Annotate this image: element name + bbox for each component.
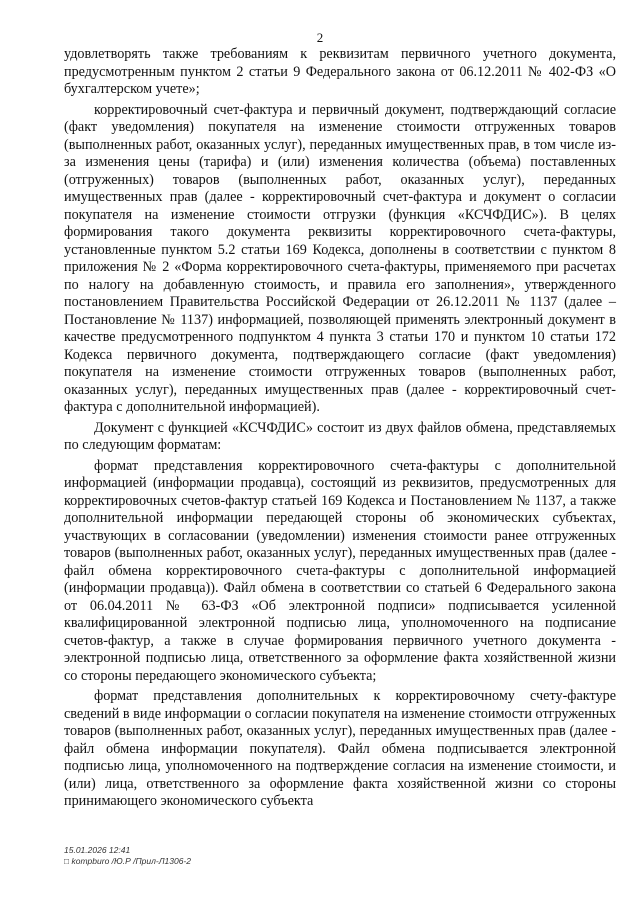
paragraph-buyer-format: формат представления дополнительных к корректировочному счету-фактуре сведений в виде информации о согласии покупателя на изменение стоимости отгруженных товаров (выполненных работ, оказанных услуг), переданных имущественных прав (далее - файл обмена информации покупателя). Файл обмена подписывается электронной подписью лица, уполномоченного на подтверждение согласия на изменение стоимости, и (или) лица, ответственного за оформление факта хозяйственной жизни со стороны принимающего экономического субъекта — [64, 688, 616, 809]
paragraph-seller-format: формат представления корректировочного счета-фактуры с дополнительной информацией (информации продавца), состоящий из реквизитов, предусмотренных для корректировочных счетов-фактур статьей 169 Кодекса и Постановлением № 1137, а также дополнительной информации передающей стороны об экономических субъектах, участвующих в согласовании (уведомлении) изменения стоимости ранее отгруженных товаров (выполненных работ, оказанных услуг), переданных имущественных прав (далее - файл обмена корректировочного счета-фактуры с дополнительной информацией (информации продавца)). Файл обмена в соответствии со статьей 6 Федерального закона от 06.04.2011 № 63-ФЗ «Об электронной подписи» подписывается усиленной квалифицированной электронной подписью лица, уполномоченного на подписание счетов-фактур, а также в случае формирования первичного учетного документа - электронной подписью лица, ответственного за оформление факта хозяйственной жизни со стороны передающего экономического субъекта; — [64, 457, 616, 684]
footer-file-path: □ kompburo /Ю.Р /Прил-Л1306-2 — [64, 856, 191, 866]
paragraph-requirements: удовлетворять также требованиям к реквизитам первичного учетного документа, предусмотренным пунктом 2 статьи 9 Федерального закона от 06.12.2011 № 402-ФЗ «О бухгалтерском учете»; — [64, 46, 616, 97]
document-body — [64, 46, 616, 814]
paragraph-exchange-files: Документ с функцией «КСЧФДИС» состоит из двух файлов обмена, представляемых по следующим форматам: — [64, 419, 616, 453]
footer-timestamp: 15.01.2026 12:41 — [64, 845, 131, 855]
page-number: 2 — [316, 30, 324, 45]
paragraph-ksfdis-definition: корректировочный счет-фактура и первичный документ, подтверждающий согласие (факт уведомления) покупателя на изменение стоимости отгруженных товаров (выполненных работ, оказанных услуг), переданных имущественных прав, в том числе из-за изменения цены (тарифа) и (или) изменения количества (объема) поставленных (отгруженных) товаров (выполненных работ, оказанных услуг), переданных имущественных прав (далее - корректировочный счет-фактура и документ о согласии покупателя на изменение стоимости отгрузки (функция «КСЧФДИС»). В целях формирования такого документа реквизиты корректировочного счета-фактуры, установленные пунктом 5.2 статьи 169 Кодекса, дополнены в соответствии с пунктом 8 приложения № 2 «Форма корректировочного счета-фактуры, применяемого при расчетах по налогу на добавленную стоимость, и правила его заполнения», утвержденного постановлением Правительства Российской Федерации от 26.12.2011 № 1137 (далее – Постановление № 1137) информацией, позволяющей применять электронный документ в качестве предусмотренного подпунктом 4 пункта 3 статьи 170 и пунктом 10 статьи 172 Кодекса первичного документа, подтверждающего согласие (факт уведомления) покупателя на изменение стоимости отгруженных товаров (выполненных работ, оказанных услуг), переданных имущественных прав (далее - корректировочный счет-фактура с дополнительной информацией). — [64, 101, 616, 415]
document-footer — [64, 845, 191, 867]
